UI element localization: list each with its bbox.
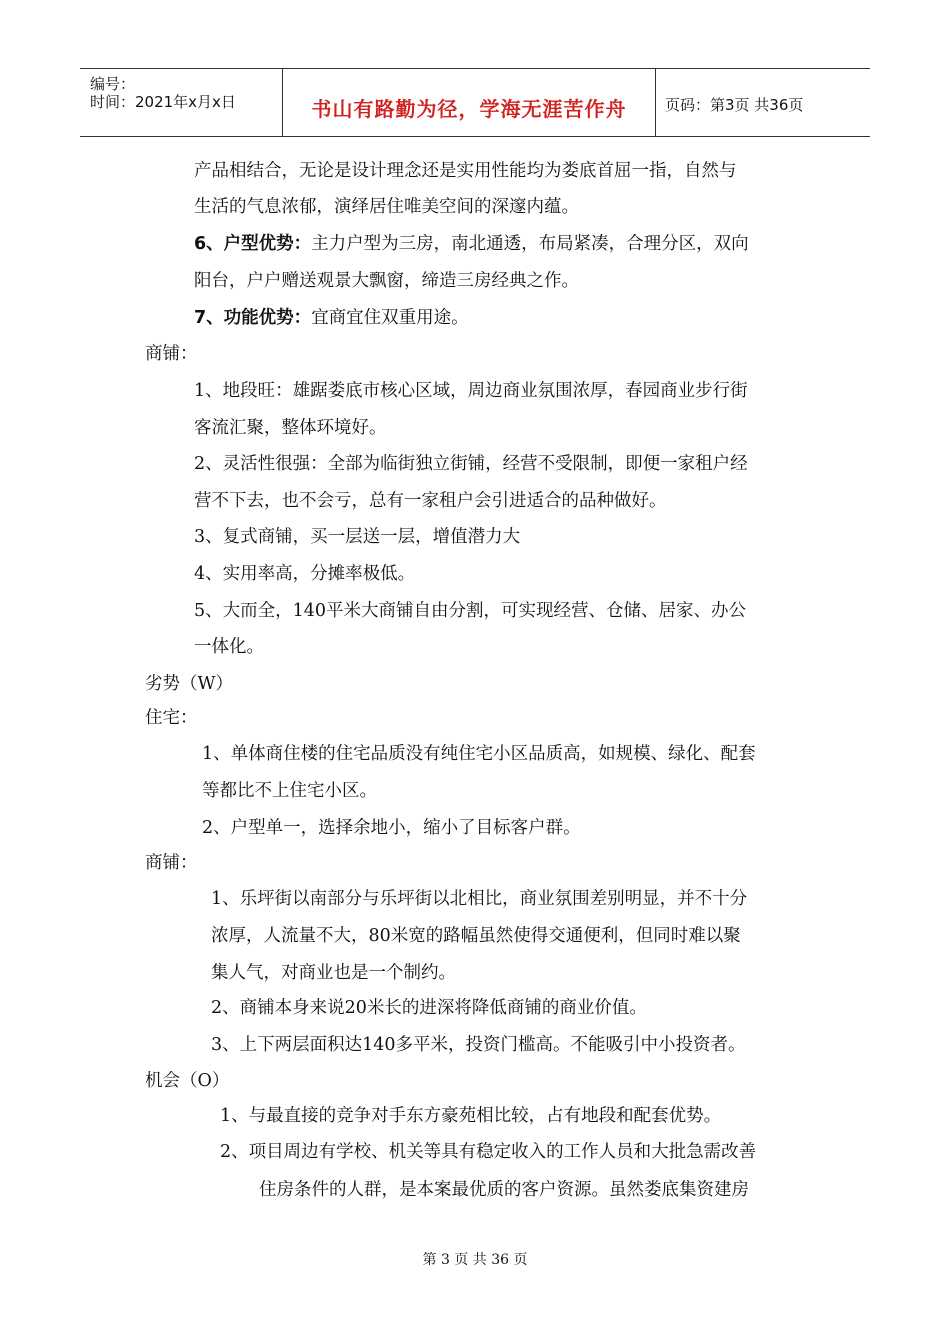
page-footer: 第 3 页 共 36 页 <box>422 1252 528 1268</box>
section-label: 劣势（W） <box>145 674 233 694</box>
header-page-label: 页码：第3页 共36页 <box>665 96 804 114</box>
paragraph-line <box>194 236 749 254</box>
section-heading: 7、功能优势： <box>194 308 312 328</box>
paragraph-line: 营不下去，也不会亏，总有一家租户会引进适合的品种做好。 <box>194 491 667 511</box>
page-header <box>80 68 870 137</box>
document-number-label: 编号： <box>90 75 136 93</box>
header-page-cell <box>655 69 870 136</box>
paragraph-line: 1、乐坪街以南部分与乐坪街以北相比，商业氛围差别明显，并不十分 <box>211 889 748 909</box>
paragraph-line: 阳台，户户赠送观景大飘窗，缔造三房经典之作。 <box>194 271 579 291</box>
paragraph-line: 5、大而全，140平米大商铺自由分割，可实现经营、仓储、居家、办公 <box>194 601 747 621</box>
section-label: 商铺： <box>145 344 198 364</box>
paragraph-line: 浓厚，人流量不大，80米宽的路幅虽然使得交通便利，但同时难以聚 <box>211 926 741 946</box>
paragraph-line: 客流汇聚，整体环境好。 <box>194 418 387 438</box>
header-motto: 书山有路勤为径，学海无涯苦作舟 <box>311 97 627 121</box>
paragraph-line: 2、商铺本身来说20米长的进深将降低商铺的商业价值。 <box>211 998 647 1018</box>
section-label: 住宅： <box>145 708 198 728</box>
paragraph-line: 4、实用率高，分摊率极低。 <box>194 564 416 584</box>
section-heading: 6、户型优势： <box>194 234 312 254</box>
header-meta <box>80 69 282 136</box>
paragraph-line: 3、上下两层面积达140多平米，投资门槛高。不能吸引中小投资者。 <box>211 1035 746 1055</box>
section-label: 商铺： <box>145 853 198 873</box>
paragraph-line: 一体化。 <box>194 637 264 657</box>
section-label: 机会（O） <box>145 1071 230 1091</box>
paragraph-line: 1、地段旺：雄踞娄底市核心区域，周边商业氛围浓厚，春园商业步行街 <box>194 381 748 401</box>
paragraph-line: 等都比不上住宅小区。 <box>202 781 377 801</box>
paragraph-text: 主力户型为三房，南北通透，布局紧凑，合理分区，双向 <box>311 234 749 254</box>
paragraph-line: 生活的气息浓郁，演绎居住唯美空间的深邃内蕴。 <box>194 197 579 217</box>
paragraph-text: 宜商宜住双重用途。 <box>311 308 469 328</box>
paragraph-line: 2、灵活性很强：全部为临街独立街铺，经营不受限制，即便一家租户经 <box>194 454 748 474</box>
paragraph-line: 3、复式商铺，买一层送一层，增值潜力大 <box>194 527 521 547</box>
document-date-label: 时间：2021年x月x日 <box>90 93 236 111</box>
header-motto-cell <box>282 69 656 136</box>
paragraph-line: 2、项目周边有学校、机关等具有稳定收入的工作人员和大批急需改善 <box>220 1142 757 1162</box>
paragraph-line: 1、单体商住楼的住宅品质没有纯住宅小区品质高，如规模、绿化、配套 <box>202 744 756 764</box>
paragraph-line: 1、与最直接的竞争对手东方豪苑相比较，占有地段和配套优势。 <box>220 1106 722 1126</box>
paragraph-line <box>194 310 469 328</box>
paragraph-line: 集人气，对商业也是一个制约。 <box>211 963 456 983</box>
paragraph-line: 产品相结合，无论是设计理念还是实用性能均为娄底首屈一指，自然与 <box>194 161 737 181</box>
paragraph-line: 2、户型单一，选择余地小，缩小了目标客户群。 <box>202 818 581 838</box>
paragraph-line: 住房条件的人群，是本案最优质的客户资源。虽然娄底集资建房 <box>259 1180 749 1200</box>
